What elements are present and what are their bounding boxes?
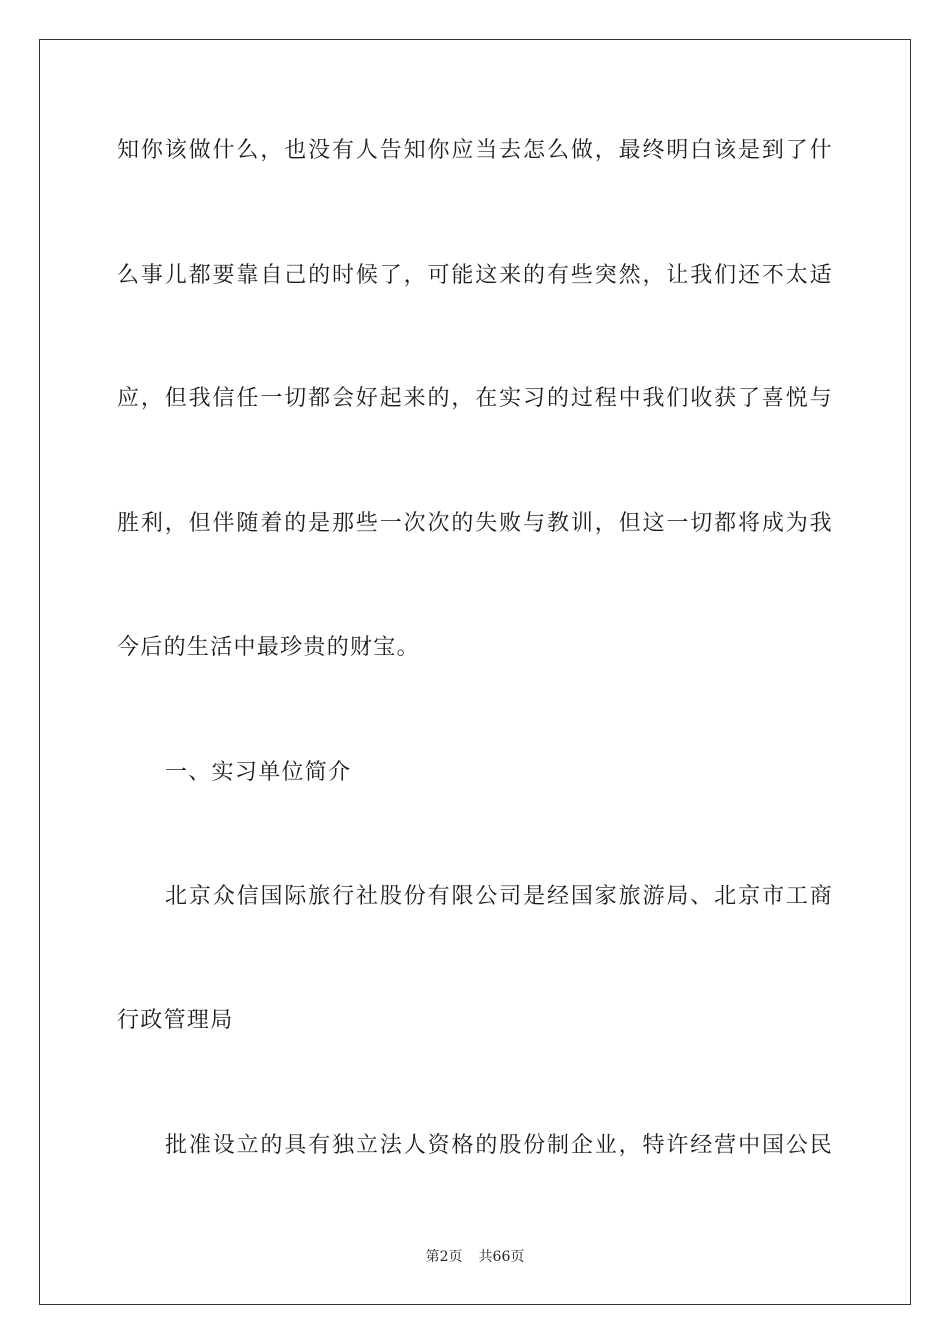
page-number: 第2页 (425, 1249, 463, 1265)
page-total: 共66页 (478, 1249, 525, 1265)
body-line-4: 胜利，但伴随着的是那些一次次的失败与教训，但这一切都将成为我 (117, 511, 833, 536)
paragraph-3-line-1: 批准设立的具有独立法人资格的股份制企业，特许经营中国公民 (165, 1133, 833, 1158)
paragraph-2-line-2: 行政管理局 (117, 1008, 234, 1033)
paragraph-2-line-1: 北京众信国际旅行社股份有限公司是经国家旅游局、北京市工商 (165, 884, 833, 909)
section-heading: 一、实习单位简介 (165, 760, 352, 785)
page-border (39, 39, 911, 1305)
body-line-5: 今后的生活中最珍贵的财宝。 (117, 635, 420, 660)
body-line-1: 知你该做什么，也没有人告知你应当去怎么做，最终明白该是到了什 (117, 138, 833, 163)
body-line-3: 应，但我信任一切都会好起来的，在实习的过程中我们收获了喜悦与 (117, 386, 833, 411)
page-footer (0, 1247, 950, 1267)
body-line-2: 么事儿都要靠自己的时候了，可能这来的有些突然，让我们还不太适 (117, 263, 833, 288)
